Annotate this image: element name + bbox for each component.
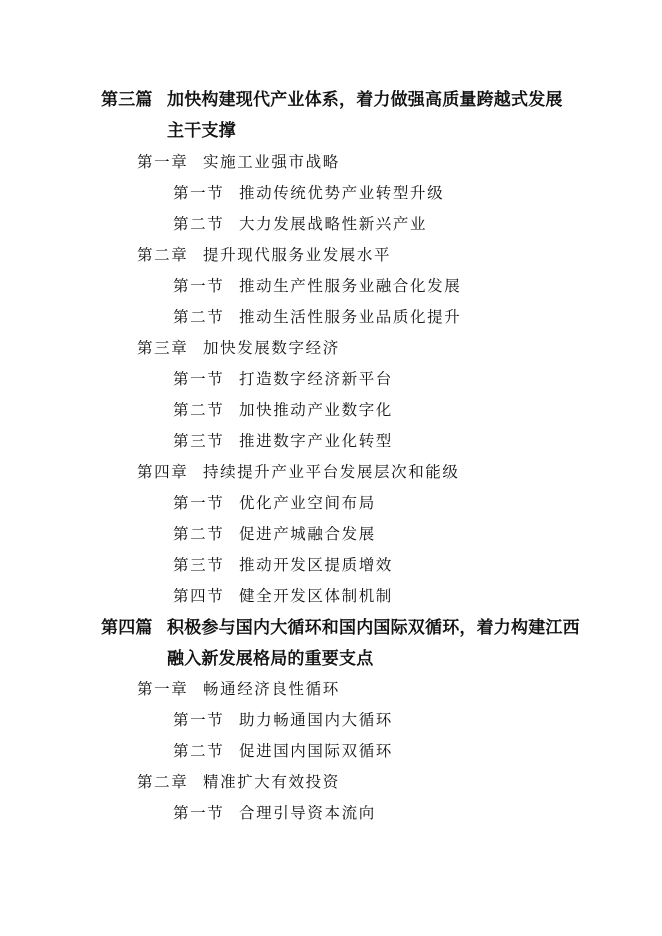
chapter-number: 第三章 [137, 339, 189, 357]
section-title: 优化产业空间布局 [239, 494, 376, 512]
chapter-entry[interactable] [137, 155, 340, 171]
part-title: 积极参与国内大循环和国内国际双循环，着力构建江西 [167, 618, 580, 638]
section-title: 健全开发区体制机制 [239, 587, 393, 605]
section-entry[interactable] [173, 372, 393, 388]
chapter-entry[interactable] [137, 775, 340, 791]
section-title: 推进数字产业化转型 [239, 432, 393, 450]
section-entry[interactable] [173, 589, 393, 605]
section-title: 促进国内国际双循环 [239, 742, 393, 760]
section-entry[interactable] [173, 713, 393, 729]
section-number: 第二节 [173, 742, 225, 760]
chapter-number: 第二章 [137, 246, 189, 264]
section-title: 推动开发区提质增效 [239, 556, 393, 574]
section-number: 第二节 [173, 215, 225, 233]
section-title: 合理引导资本流向 [239, 804, 376, 822]
chapter-number: 第二章 [137, 773, 189, 791]
chapter-number: 第四章 [137, 463, 189, 481]
section-entry[interactable] [173, 279, 461, 295]
section-number: 第三节 [173, 556, 225, 574]
part-title-continuation[interactable]: 主干支撑 [167, 121, 236, 141]
part-heading[interactable] [101, 620, 580, 637]
chapter-entry[interactable] [137, 248, 391, 264]
part-number: 第三篇 [101, 90, 153, 110]
section-number: 第二节 [173, 308, 225, 326]
section-number: 第四节 [173, 587, 225, 605]
section-number: 第一节 [173, 711, 225, 729]
chapter-title: 畅通经济良性循环 [203, 680, 340, 698]
section-title: 打造数字经济新平台 [239, 370, 393, 388]
section-title: 助力畅通国内大循环 [239, 711, 393, 729]
part-title: 加快构建现代产业体系，着力做强高质量跨越式发展 [167, 90, 563, 110]
section-number: 第一节 [173, 370, 225, 388]
section-number: 第一节 [173, 494, 225, 512]
chapter-entry[interactable] [137, 465, 460, 481]
section-number: 第二节 [173, 525, 225, 543]
part-number: 第四篇 [101, 618, 153, 638]
chapter-title: 加快发展数字经济 [203, 339, 340, 357]
section-entry[interactable] [173, 434, 393, 450]
section-entry[interactable] [173, 217, 427, 233]
section-entry[interactable] [173, 186, 444, 202]
chapter-title: 提升现代服务业发展水平 [203, 246, 392, 264]
section-entry[interactable] [173, 744, 393, 760]
section-number: 第二节 [173, 401, 225, 419]
section-entry[interactable] [173, 310, 461, 326]
section-title: 促进产城融合发展 [239, 525, 376, 543]
section-title: 推动生产性服务业融合化发展 [239, 277, 462, 295]
part-title-continuation[interactable]: 融入新发展格局的重要支点 [167, 649, 374, 669]
section-entry[interactable] [173, 496, 376, 512]
chapter-title: 持续提升产业平台发展层次和能级 [203, 463, 460, 481]
section-number: 第一节 [173, 277, 225, 295]
chapter-number: 第一章 [137, 153, 189, 171]
section-title: 推动传统优势产业转型升级 [239, 184, 445, 202]
section-title: 大力发展战略性新兴产业 [239, 215, 428, 233]
section-title: 加快推动产业数字化 [239, 401, 393, 419]
section-number: 第一节 [173, 184, 225, 202]
section-number: 第一节 [173, 804, 225, 822]
section-number: 第三节 [173, 432, 225, 450]
chapter-title: 实施工业强市战略 [203, 153, 340, 171]
section-entry[interactable] [173, 558, 393, 574]
section-entry[interactable] [173, 806, 376, 822]
chapter-entry[interactable] [137, 341, 340, 357]
part-heading[interactable] [101, 92, 563, 109]
chapter-entry[interactable] [137, 682, 340, 698]
section-entry[interactable] [173, 527, 376, 543]
chapter-title: 精准扩大有效投资 [203, 773, 340, 791]
chapter-number: 第一章 [137, 680, 189, 698]
section-entry[interactable] [173, 403, 393, 419]
section-title: 推动生活性服务业品质化提升 [239, 308, 462, 326]
